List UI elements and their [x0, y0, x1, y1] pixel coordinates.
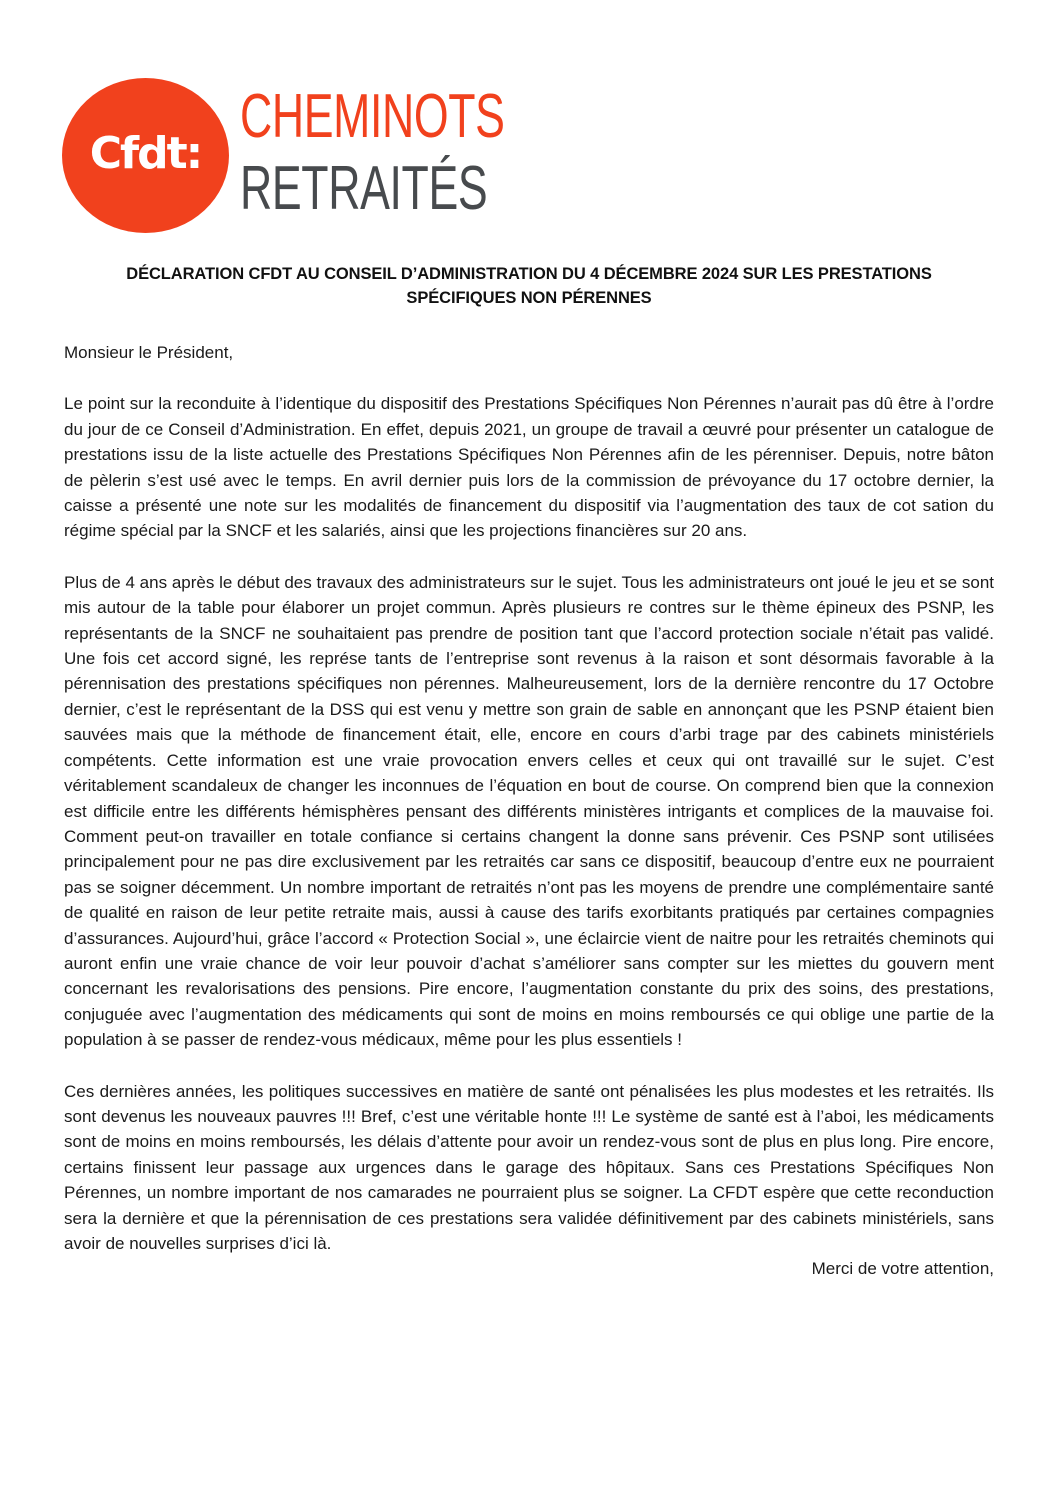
paragraph-2: Plus de 4 ans après le début des travaux des administrateurs sur le sujet. Tous les administrateurs ont joué le jeu et se sont mis autour de la table pour élaborer un projet commun. Après plusieurs re contres sur le thème épineux des PSNP, les représentants de la SNCF ne souhaitaient pas prendre de position tant que l’accord protection sociale n’était pas validé. Une fois cet accord signé, les représe tants de l’entreprise sont revenus à la raison et sont désormais favorable à la pérennisation des prestations spécifiques non pérennes. Malheureusement, lors de la dernière rencontre du 17 Octobre dernier, c’est le représentant de la DSS qui est venu y mettre son grain de sable en annonçant que les PSNP étaient bien sauvées mais que la méthode de financement était, elle, encore en cours d’arbi trage par des cabinets ministériels compétents. Cette information est une vraie provocation envers celles et ceux qui ont travaillé sur le sujet. C’est véritablement scandaleux de changer les inconnues de l’équation en bout de course. On comprend bien que la connexion est difficile entre les différents hémisphères pensant des différents ministères intrigants et complices de la mauvaise foi. Comment peut-on travailler en totale confiance si certains changent la donne sans prévenir. Ces PSNP sont utilisées principalement pour ne pas dire exclusivement par les retraités car sans ce dispositif, beaucoup d’entre eux ne pourraient pas se soigner décemment. Un nombre important de retraités n’ont pas les moyens de prendre une complémentaire santé de qualité en raison de leur petite retraite mais, aussi à cause des tarifs exorbitants pratiqués par certaines compagnies d’assurances. Aujourd’hui, grâce l’accord « Protection Social », une éclaircie vient de naitre pour les retraités cheminots qui auront enfin une vraie chance de voir leur pouvoir d’achat s’améliorer sans compter sur les miettes du gouvern ment concernant les revalorisations des pensions. Pire encore, l’augmentation constante du prix des soins, des prestations, conjuguée avec l’augmentation des médicaments qui sont de moins en moins remboursés ce qui oblige une partie de la population à se passer de rendez-vous médicaux, même pour les plus essentiels !	[64, 572, 994, 1050]
document-title: DÉCLARATION CFDT AU CONSEIL D’ADMINISTRATION DU 4 DÉCEMBRE 2024 SUR LES PRESTATIONS SPÉCIFIQUES NON PÉRENNES	[126, 265, 932, 307]
cfdt-badge-icon	[62, 78, 229, 233]
paragraph-1: Le point sur la reconduite à l’identique du dispositif des Prestations Spécifiques Non Pérennes n’aurait pas dû être à l’ordre du jour de ce Conseil d’Administration. En effet, depuis 2021, un groupe de travail a œuvré pour présenter un catalogue de prestations issu de la liste actuelle des Prestations Spécifiques Non Pérennes afin de les pérenniser. Depuis, notre bâton de pèlerin s’est usé avec le temps. En avril dernier puis lors de la commission de prévoyance du 17 octobre dernier, la caisse a présenté une note sur les modalités de financement du dispositif via l’augmentation des taux de cot sation du régime spécial par la SNCF et les salariés, ainsi que les projections financières sur 20 ans.	[64, 394, 994, 541]
salutation: Monsieur le Président,	[64, 343, 234, 362]
document-body	[64, 340, 994, 1282]
cfdt-logo	[62, 78, 505, 238]
logo-line-retraites: RETRAITÉS	[240, 154, 488, 223]
closing-line: Merci de votre attention,	[811, 1259, 994, 1279]
logo-badge-text: Cfdt:	[89, 128, 202, 179]
logo-line-cheminots: CHEMINOTS	[240, 82, 505, 151]
paragraph-3: Ces dernières années, les politiques successives en matière de santé ont pénalisées les plus modestes et les retraités. Ils sont devenus les nouveaux pauvres !!! Bref, c’est une véritable honte !!! Le système de santé est à l’aboi, les médicaments sont de moins en moins remboursés, les délais d’attente pour avoir un rendez-vous sont de plus en plus long. Pire encore, certains finissent leur passage aux urgences dans le garage des hôpitaux. Sans ces Prestations Spécifiques Non Pérennes, un nombre important de nos camarades ne pourraient plus se soigner. La CFDT espère que cette reconduction sera la dernière et que la pérennisation de ces prestations sera validée définitivement par des cabinets ministériels, sans avoir de nouvelles surprises d’ici là.	[64, 1081, 994, 1253]
